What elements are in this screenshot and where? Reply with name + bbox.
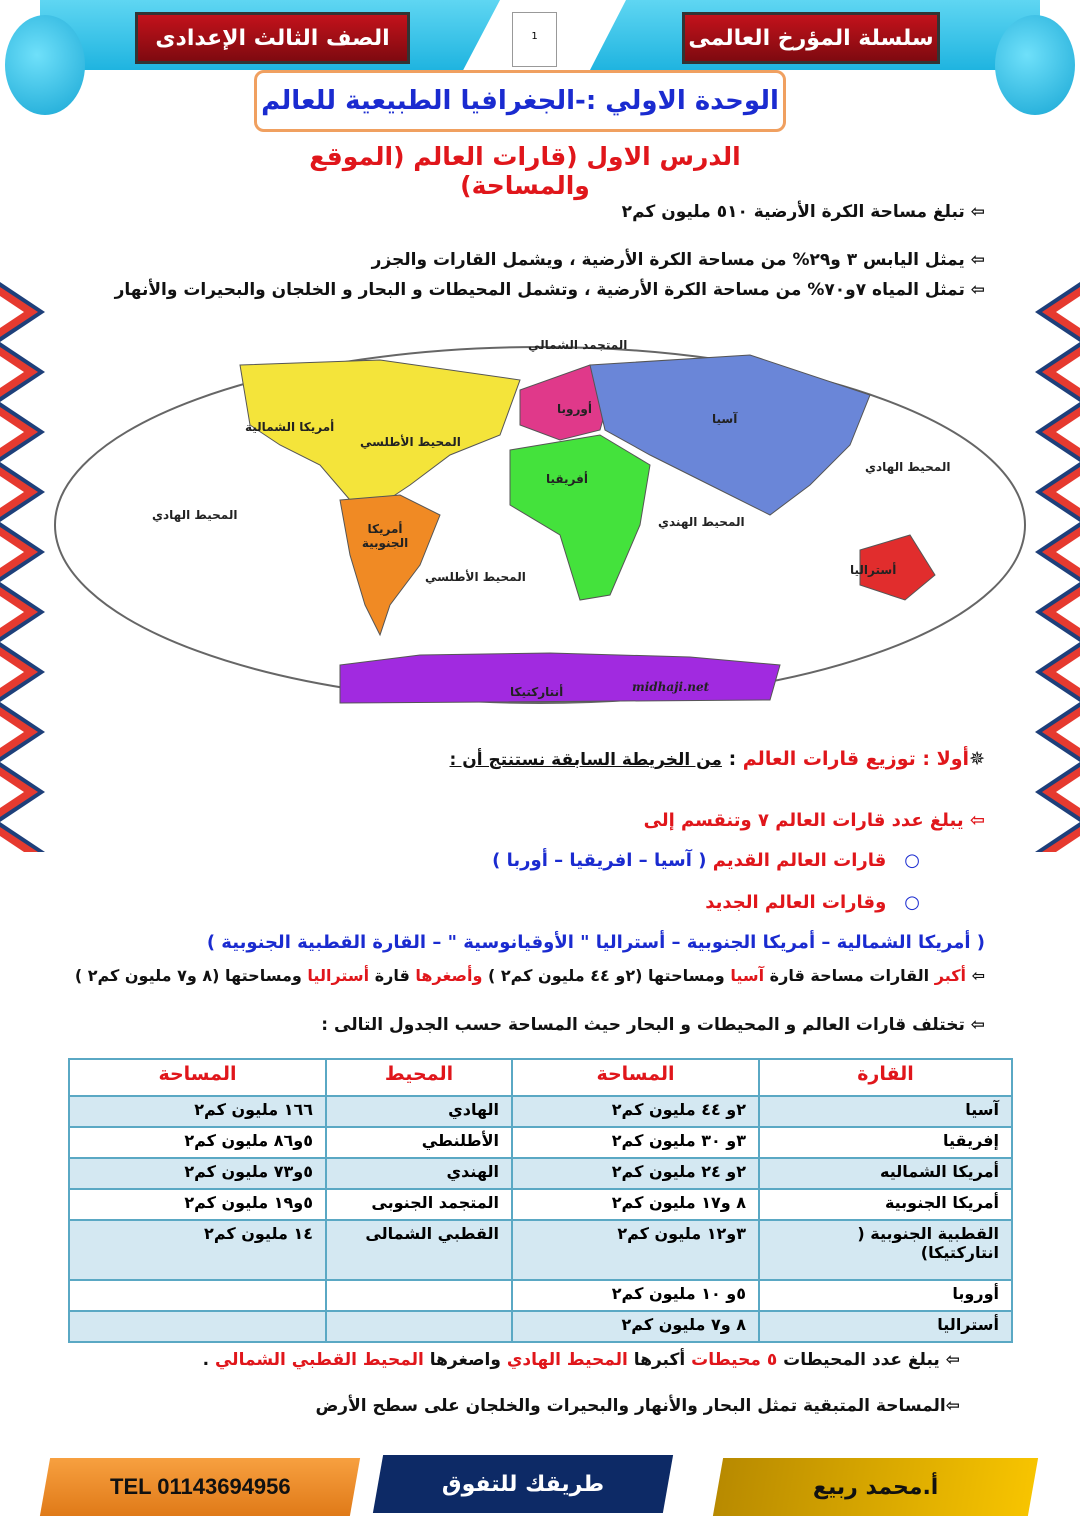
intro-line-3: ⇦ تمثل المياه ٧و٧٠% من مساحة الكرة الأرضية ، وتشمل المحيطات و البحار و الخلجان والبحيرات والأنهار xyxy=(114,280,985,300)
cell: ٢و ٢٤ مليون كم٢ xyxy=(512,1158,759,1189)
slogan-badge xyxy=(373,1455,673,1513)
table-row xyxy=(69,1220,1012,1280)
table-row xyxy=(69,1096,1012,1127)
grade-label: الصف الثالث الإعدادى xyxy=(135,12,410,64)
table-row xyxy=(69,1280,1012,1311)
zigzag-border-right xyxy=(1035,282,1080,852)
map-label-indian: المحيط الهندي xyxy=(658,515,745,529)
continent-count: ⇦ يبلغ عدد قارات العالم ٧ وتنقسم إلى xyxy=(643,810,985,831)
cell: الهندي xyxy=(326,1158,512,1189)
intro-line-2: ⇦ يمثل اليابس ٣ و٢٩% من مساحة الكرة الأرضية ، ويشمل القارات والجزر xyxy=(371,250,985,270)
header-continent-area: المساحة xyxy=(512,1059,759,1096)
phone-badge xyxy=(40,1458,360,1516)
cell xyxy=(326,1280,512,1311)
new-world-item: ○وقارات العالم الجديد xyxy=(705,892,920,913)
map-label-north-america: أمريكا الشمالية xyxy=(245,420,335,434)
cell: ٥و١٩ مليون كم٢ xyxy=(69,1189,326,1220)
remaining-area-line: ⇦المساحة المتبقية تمثل البحار والأنهار والبحيرات والخلجان على سطح الأرض xyxy=(315,1396,960,1416)
cell: ٣و١٢ مليون كم٢ xyxy=(512,1220,759,1280)
table-row xyxy=(69,1127,1012,1158)
teacher-name: أ.محمد ربيع xyxy=(812,1474,939,1500)
new-world-list: ( أمريكا الشمالية – أمريكا الجنوبية – أستراليا " الأوقيانوسية " – القارة القطبية الجنوبية ) xyxy=(206,932,985,953)
cell: ١٦٦ مليون كم٢ xyxy=(69,1096,326,1127)
old-world-item: ○قارات العالم القديم ( آسيا – افريقيا – أوربا ) xyxy=(492,850,920,871)
series-label: سلسلة المؤرخ العالمى xyxy=(682,12,940,64)
page-number-emblem xyxy=(512,12,557,67)
cell: ٥و ١٠ مليون كم٢ xyxy=(512,1280,759,1311)
map-label-africa: أفريقيا xyxy=(546,472,588,486)
cell: ٨ و٧ مليون كم٢ xyxy=(512,1311,759,1342)
cell: الأطلنطي xyxy=(326,1127,512,1158)
cell xyxy=(69,1311,326,1342)
phone-number: TEL 01143694956 xyxy=(109,1474,291,1499)
cell: ٥و٧٣ مليون كم٢ xyxy=(69,1158,326,1189)
cell: الهادي xyxy=(326,1096,512,1127)
header-ocean-area: المساحة xyxy=(69,1059,326,1096)
map-label-pacific-left: المحيط الهادي xyxy=(152,508,238,522)
table-row xyxy=(69,1311,1012,1342)
cell: ٣و ٣٠ مليون كم٢ xyxy=(512,1127,759,1158)
unit-title: الوحدة الاولي :-الجغرافيا الطبيعية للعالم xyxy=(254,70,786,132)
section-heading: ✵أولا : توزيع قارات العالم : من الخريطة السابقة نستنتج أن : xyxy=(449,748,985,770)
cell: أمريكا الشماليه xyxy=(759,1158,1012,1189)
largest-smallest-line: ⇦ أكبر القارات مساحة قارة آسيا ومساحتها (٢و ٤٤ مليون كم٢ ) وأصغرها قارة أستراليا ومساحتها (٨ و٧ مليون كم٢ ) xyxy=(74,966,985,985)
cell: ١٤ مليون كم٢ xyxy=(69,1220,326,1280)
oceans-line: ⇦ يبلغ عدد المحيطات ٥ محيطات أكبرها المحيط الهادي واصغرها المحيط القطبي الشمالي . xyxy=(202,1350,960,1370)
zigzag-border-left xyxy=(0,282,45,852)
map-label-atlantic-1: المحيط الأطلسي xyxy=(360,435,461,449)
lesson-title: الدرس الاول (قارات العالم (الموقع والمساحة) xyxy=(309,142,741,200)
area-table xyxy=(68,1058,1013,1343)
cell xyxy=(326,1311,512,1342)
table-row xyxy=(69,1158,1012,1189)
map-label-arctic: المتجمد الشمالي xyxy=(528,338,628,352)
slogan-text: طريقك للتفوق xyxy=(441,1471,605,1497)
teacher-badge xyxy=(713,1458,1038,1516)
scroll-roll-left xyxy=(5,15,85,115)
cell: القطبي الشمالى xyxy=(326,1220,512,1280)
cell: آسيا xyxy=(759,1096,1012,1127)
page-number: 1 xyxy=(531,31,538,42)
table-header-row xyxy=(69,1059,1012,1096)
header-ocean: المحيط xyxy=(326,1059,512,1096)
header-continent: القارة xyxy=(759,1059,1012,1096)
table-row xyxy=(69,1189,1012,1220)
scroll-roll-right xyxy=(995,15,1075,115)
map-label-asia: آسيا xyxy=(712,412,738,426)
cell: أوروبا xyxy=(759,1280,1012,1311)
map-label-europe: أوروبا xyxy=(557,402,592,416)
map-label-antarctica: أنتاركتيكا xyxy=(510,685,564,699)
cell: أستراليا xyxy=(759,1311,1012,1342)
world-map xyxy=(50,335,1030,715)
table-intro: ⇦ تختلف قارات العالم و المحيطات و البحار حيث المساحة حسب الجدول التالى : xyxy=(321,1015,985,1035)
cell: ٥و٨٦ مليون كم٢ xyxy=(69,1127,326,1158)
intro-line-1: ⇦ تبلغ مساحة الكرة الأرضية ٥١٠ مليون كم٢ xyxy=(621,202,985,222)
map-watermark: midhaji.net xyxy=(632,680,710,694)
cell: القطبية الجنوبية ( انتاركتيكا) xyxy=(759,1220,1012,1280)
cell: المتجمد الجنوبى xyxy=(326,1189,512,1220)
map-label-south-america: أمريكا الجنوبية xyxy=(361,522,409,550)
cell: أمريكا الجنوبية xyxy=(759,1189,1012,1220)
cell: ٨ و١٧ مليون كم٢ xyxy=(512,1189,759,1220)
map-label-australia: أستراليا xyxy=(850,563,897,577)
map-label-atlantic-2: المحيط الأطلسي xyxy=(425,570,526,584)
cell: ٢و ٤٤ مليون كم٢ xyxy=(512,1096,759,1127)
cell: إفريقيا xyxy=(759,1127,1012,1158)
map-label-pacific-right: المحيط الهادي xyxy=(865,460,951,474)
cell xyxy=(69,1280,326,1311)
